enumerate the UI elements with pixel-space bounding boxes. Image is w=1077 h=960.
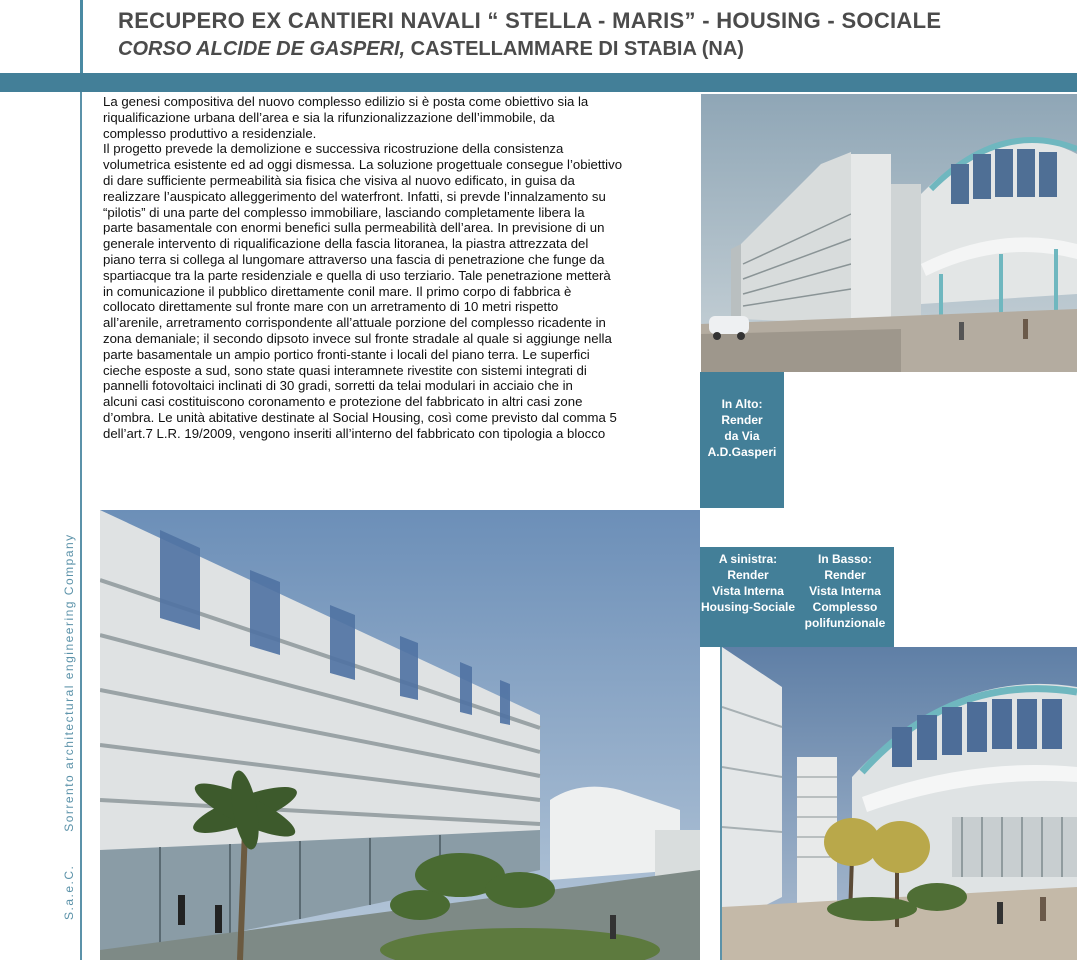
description-line: “pilotis” di una parte del complesso immobiliare, lasciando completamente libera la <box>103 204 585 220</box>
description-line: generale intervento di riqualificazione della fascia litoranea, la piastra attrezzata del <box>103 236 589 252</box>
company-name: Sorrento architectural engineering Company <box>62 533 76 832</box>
description-line: parte basamentale un ampio portico fronti-stante i locali del piano terra. Le superfici <box>103 346 590 362</box>
description-line: in comunicazione il pubblico direttamente conil mare. Il primo corpo di fabbrica è <box>103 283 572 299</box>
description-line: parte basamentale con enormi benefici sulla permeabilità dell’area. In previsione di un <box>103 220 605 236</box>
description-line: alcuni casi costituiscono coronamento e protezione del fabbricato in altri casi zone <box>103 394 583 410</box>
caption-bottom-line: Complesso <box>812 600 878 614</box>
description-line: dell’art.7 L.R. 19/2009, vengono inseriti all’interno del fabbricato con tipologia a blocco <box>103 425 606 441</box>
subtitle-street: CORSO ALCIDE DE GASPERI, <box>118 38 406 60</box>
header-band <box>0 73 1077 92</box>
description-line: La genesi compositiva del nuovo complesso edilizio si è posta come obiettivo sia la <box>103 94 589 109</box>
description-line: spartiacque tra la parte residenziale e quella di uso terziario. Tale penetrazione metterà <box>103 267 611 283</box>
caption-top-line: Render <box>721 413 763 427</box>
description-line: di dare sufficiente permeabilità sia fisica che visiva al nuovo edificato, in guisa da <box>103 172 575 188</box>
caption-left-line: Housing-Sociale <box>700 600 795 614</box>
company-vertical-label <box>62 533 82 920</box>
company-brand: S.a.e.C. <box>62 864 76 920</box>
subtitle-city: CASTELLAMMARE DI STABIA (NA) <box>405 38 744 60</box>
description-line: d’ombra. Le unità abitative destinate al Social Housing, così come previsto dal comma 5 <box>103 409 617 425</box>
description-line: piano terra si collega al lungomare attraverso una fascia di penetrazione che funge da <box>103 251 605 267</box>
description-line: realizzare l’auspicato alleggerimento del waterfront. Infatti, si prevde l’innalzamento su <box>103 188 606 204</box>
description-line: volumetrica esistente ed ad oggi dismessa. La soluzione progettuale consegue l’obiettivo <box>103 157 623 173</box>
caption-left-line: Render <box>727 568 769 582</box>
caption-top <box>700 396 784 460</box>
description-text <box>103 94 699 508</box>
page-subtitle <box>118 38 744 61</box>
description-line: complesso produttivo a residenziale. <box>103 125 317 141</box>
description-line: collocato direttamente sul fronte mare con un arretramento di 10 metri rispetto <box>103 299 559 315</box>
caption-left <box>700 551 796 615</box>
caption-bottom-line: Render <box>824 568 866 582</box>
description-line: zona demaniale; il secondo dipsoto invece sul fronte stradale al quale si aggiunge nella <box>103 330 612 346</box>
render-multifunctional-interior <box>720 647 1077 960</box>
caption-left-line: Vista Interna <box>712 584 784 598</box>
caption-top-line: A.D.Gasperi <box>707 445 777 459</box>
caption-bottom-line: In Basso: <box>817 552 872 566</box>
description-line: cieche esposte a sud, sono state quasi interamnete rivestite con sistemi integrati di <box>103 362 587 378</box>
header-divider-line <box>80 0 83 73</box>
caption-bottom-line: Vista Interna <box>809 584 881 598</box>
description-line: all’arenile, arretramento corrispondente all’attuale porzione del complesso ricadente in <box>103 315 606 331</box>
description-line: pannelli fotovoltaici inclinati di 30 gradi, sorretti da telai modulari in acciaio che in <box>103 378 573 394</box>
page-title: RECUPERO EX CANTIERI NAVALI “ STELLA - MARIS” - HOUSING - SOCIALE <box>118 8 942 33</box>
render-housing-interior <box>100 510 700 960</box>
description-line: Il progetto prevede la demolizione e successiva ricostruzione della consistenza <box>103 141 564 157</box>
caption-bottom-line: polifunzionale <box>804 616 886 630</box>
description-line: riqualificazione urbana dell’area e sia la rifunzionalizzazione dell’immobile, da <box>103 109 555 125</box>
render-street-view <box>701 94 1077 372</box>
caption-left-line: A sinistra: <box>718 552 778 566</box>
caption-top-line: In Alto: <box>721 397 763 411</box>
caption-top-line: da Via <box>724 429 760 443</box>
caption-bottom <box>796 551 894 631</box>
